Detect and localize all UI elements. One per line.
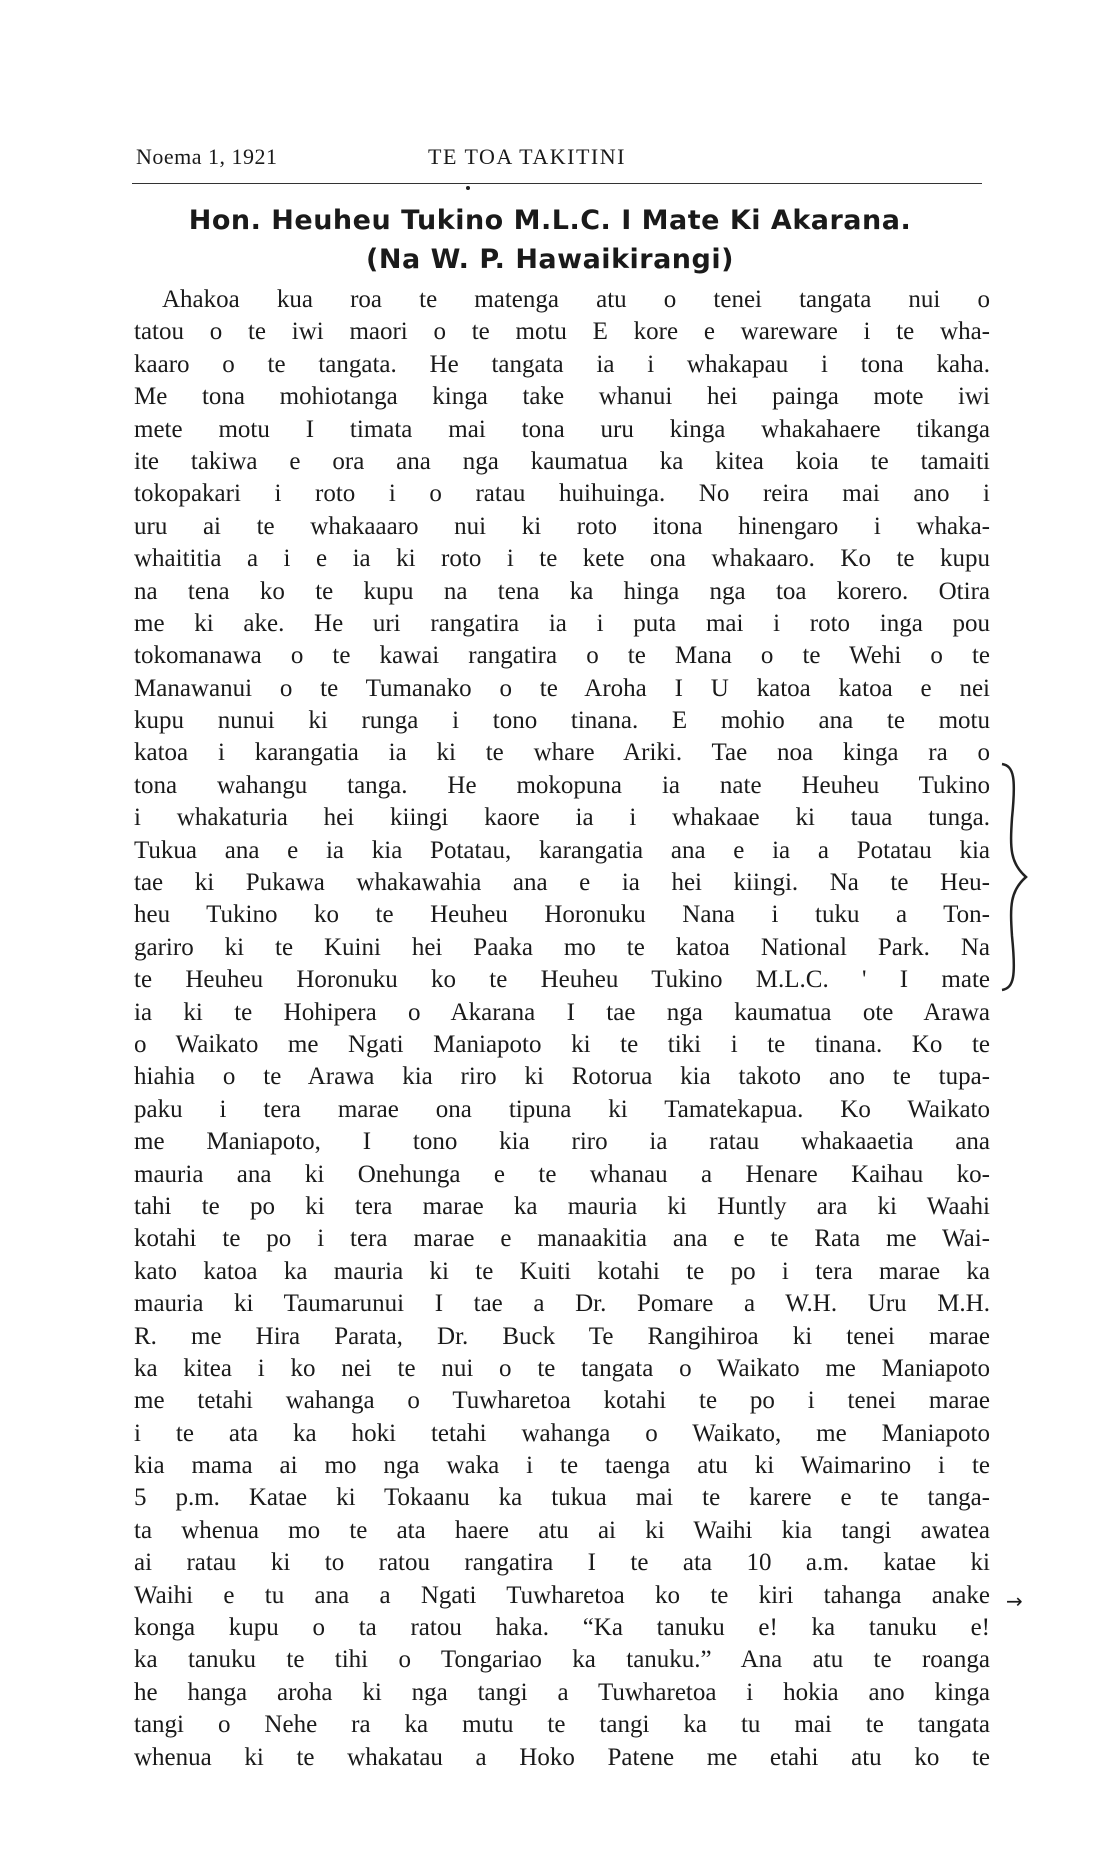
- body-line: ia ki te Hohipera o Akarana I tae nga kaumatua ote Arawa: [134, 998, 990, 1026]
- body-line: Waihi e tu ana a Ngati Tuwharetoa ko te kiri tahanga anake: [134, 1581, 990, 1609]
- body-line: te Heuheu Horonuku ko te Heuheu Tukino M.L.C. ' I mate: [134, 966, 990, 994]
- body-line: tona wahangu tanga. He mokopuna ia nate Heuheu Tukino: [134, 771, 990, 799]
- body-line: me tetahi wahanga o Tuwharetoa kotahi te po i tenei marae: [134, 1387, 990, 1415]
- body-line: tae ki Pukawa whakawahia ana e ia hei kiingi. Na te Heu-: [134, 869, 990, 897]
- body-line: me Maniapoto, I tono kia riro ia ratau whakaaetia ana: [134, 1128, 990, 1156]
- body-line: tokopakari i roto i o ratau huihuinga. No reira mai ano i: [134, 480, 990, 508]
- body-line: i whakaturia hei kiingi kaore ia i whakaae ki taua tunga.: [134, 804, 990, 832]
- body-line: Ahakoa kua roa te matenga atu o tenei tangata nui o: [162, 286, 990, 313]
- body-line: Me tona mohiotanga kinga take whanui hei painga mote iwi: [134, 383, 990, 411]
- body-line: o Waikato me Ngati Maniapoto ki te tiki i te tinana. Ko te: [134, 1030, 990, 1058]
- body-line: tatou o te iwi maori o te motu E kore e wareware i te wha-: [134, 318, 990, 346]
- body-line: tangi o Nehe ra ka mutu te tangi ka tu mai te tangata: [134, 1711, 990, 1739]
- body-line: tahi te po ki tera marae ka mauria ki Huntly ara ki Waahi: [134, 1192, 990, 1220]
- body-line: ta whenua mo te ata haere atu ai ki Waihi kia tangi awatea: [134, 1516, 990, 1544]
- body-line: he hanga aroha ki nga tangi a Tuwharetoa i hokia ano kinga: [134, 1678, 990, 1706]
- body-line: kaaro o te tangata. He tangata ia i whakapau i tona kaha.: [134, 350, 990, 378]
- article-byline: (Na W. P. Hawaikirangi): [366, 244, 734, 275]
- article-body: [134, 284, 990, 1774]
- body-line: paku i tera marae ona tipuna ki Tamatekapua. Ko Waikato: [134, 1095, 990, 1123]
- article-title: Hon. Heuheu Tukino M.L.C. I Mate Ki Akarana.: [188, 205, 912, 236]
- body-line: mauria ana ki Onehunga e te whanau a Henare Kaihau ko-: [134, 1160, 990, 1188]
- body-line: katoa i karangatia ia ki te whare Ariki. Tae noa kinga ra o: [134, 739, 990, 767]
- body-line: me ki ake. He uri rangatira ia i puta mai i roto inga pou: [134, 609, 990, 637]
- body-line: na tena ko te kupu na tena ka hinga nga toa korero. Otira: [134, 577, 990, 605]
- body-line: tokomanawa o te kawai rangatira o te Mana o te Wehi o te: [134, 642, 990, 670]
- body-line: i te ata ka hoki tetahi wahanga o Waikato, me Maniapoto: [134, 1419, 990, 1447]
- body-line: kia mama ai mo nga waka i te taenga atu ki Waimarino i te: [134, 1452, 990, 1480]
- header-rule: [132, 183, 982, 184]
- body-line: kupu nunui ki runga i tono tinana. E mohio ana te motu: [134, 707, 990, 735]
- rule-dot: [466, 186, 470, 190]
- body-line: kotahi te po i tera marae e manaakitia ana e te Rata me Wai-: [134, 1225, 990, 1253]
- body-line: heu Tukino ko te Heuheu Horonuku Nana i tuku a Ton-: [134, 901, 990, 929]
- body-line: whaititia a i e ia ki roto i te kete ona whakaaro. Ko te kupu: [134, 545, 990, 573]
- body-line: kato katoa ka mauria ki te Kuiti kotahi te po i tera marae ka: [134, 1257, 990, 1285]
- journal-name: TE TOA TAKITINI: [428, 144, 626, 169]
- body-line: R. me Hira Parata, Dr. Buck Te Rangihiroa ki tenei marae: [134, 1322, 990, 1350]
- body-line: uru ai te whakaaaro nui ki roto itona hinengaro i whaka-: [134, 512, 990, 540]
- body-line: ite takiwa e ora ana nga kaumatua ka kitea koia te tamaiti: [134, 447, 990, 475]
- body-line: Tukua ana e ia kia Potatau, karangatia ana e ia a Potatau kia: [134, 836, 990, 864]
- body-line: whenua ki te whakatau a Hoko Patene me etahi atu ko te: [134, 1743, 990, 1771]
- body-line: 5 p.m. Katae ki Tokaanu ka tukua mai te karere e te tanga-: [134, 1484, 990, 1512]
- body-line: mete motu I timata mai tona uru kinga whakahaere tikanga: [134, 415, 990, 443]
- body-line: Manawanui o te Tumanako o te Aroha I U katoa katoa e nei: [134, 674, 990, 702]
- issue-date: Noema 1, 1921: [136, 144, 278, 169]
- margin-arrow-icon: →: [1006, 1589, 1023, 1613]
- body-line: ka tanuku te tihi o Tongariao ka tanuku.” Ana atu te roanga: [134, 1646, 990, 1674]
- body-line: hiahia o te Arawa kia riro ki Rotorua kia takoto ano te tupa-: [134, 1063, 990, 1091]
- body-line: mauria ki Taumarunui I tae a Dr. Pomare a W.H. Uru M.H.: [134, 1290, 990, 1318]
- body-line: gariro ki te Kuini hei Paaka mo te katoa National Park. Na: [134, 933, 990, 961]
- margin-brace-icon: [996, 758, 1036, 996]
- body-line: konga kupu o ta ratou haka. “Ka tanuku e! ka tanuku e!: [134, 1614, 990, 1642]
- body-line: ai ratau ki to ratou rangatira I te ata 10 a.m. katae ki: [134, 1549, 990, 1577]
- body-line: ka kitea i ko nei te nui o te tangata o Waikato me Maniapoto: [134, 1354, 990, 1382]
- running-head: [132, 140, 982, 174]
